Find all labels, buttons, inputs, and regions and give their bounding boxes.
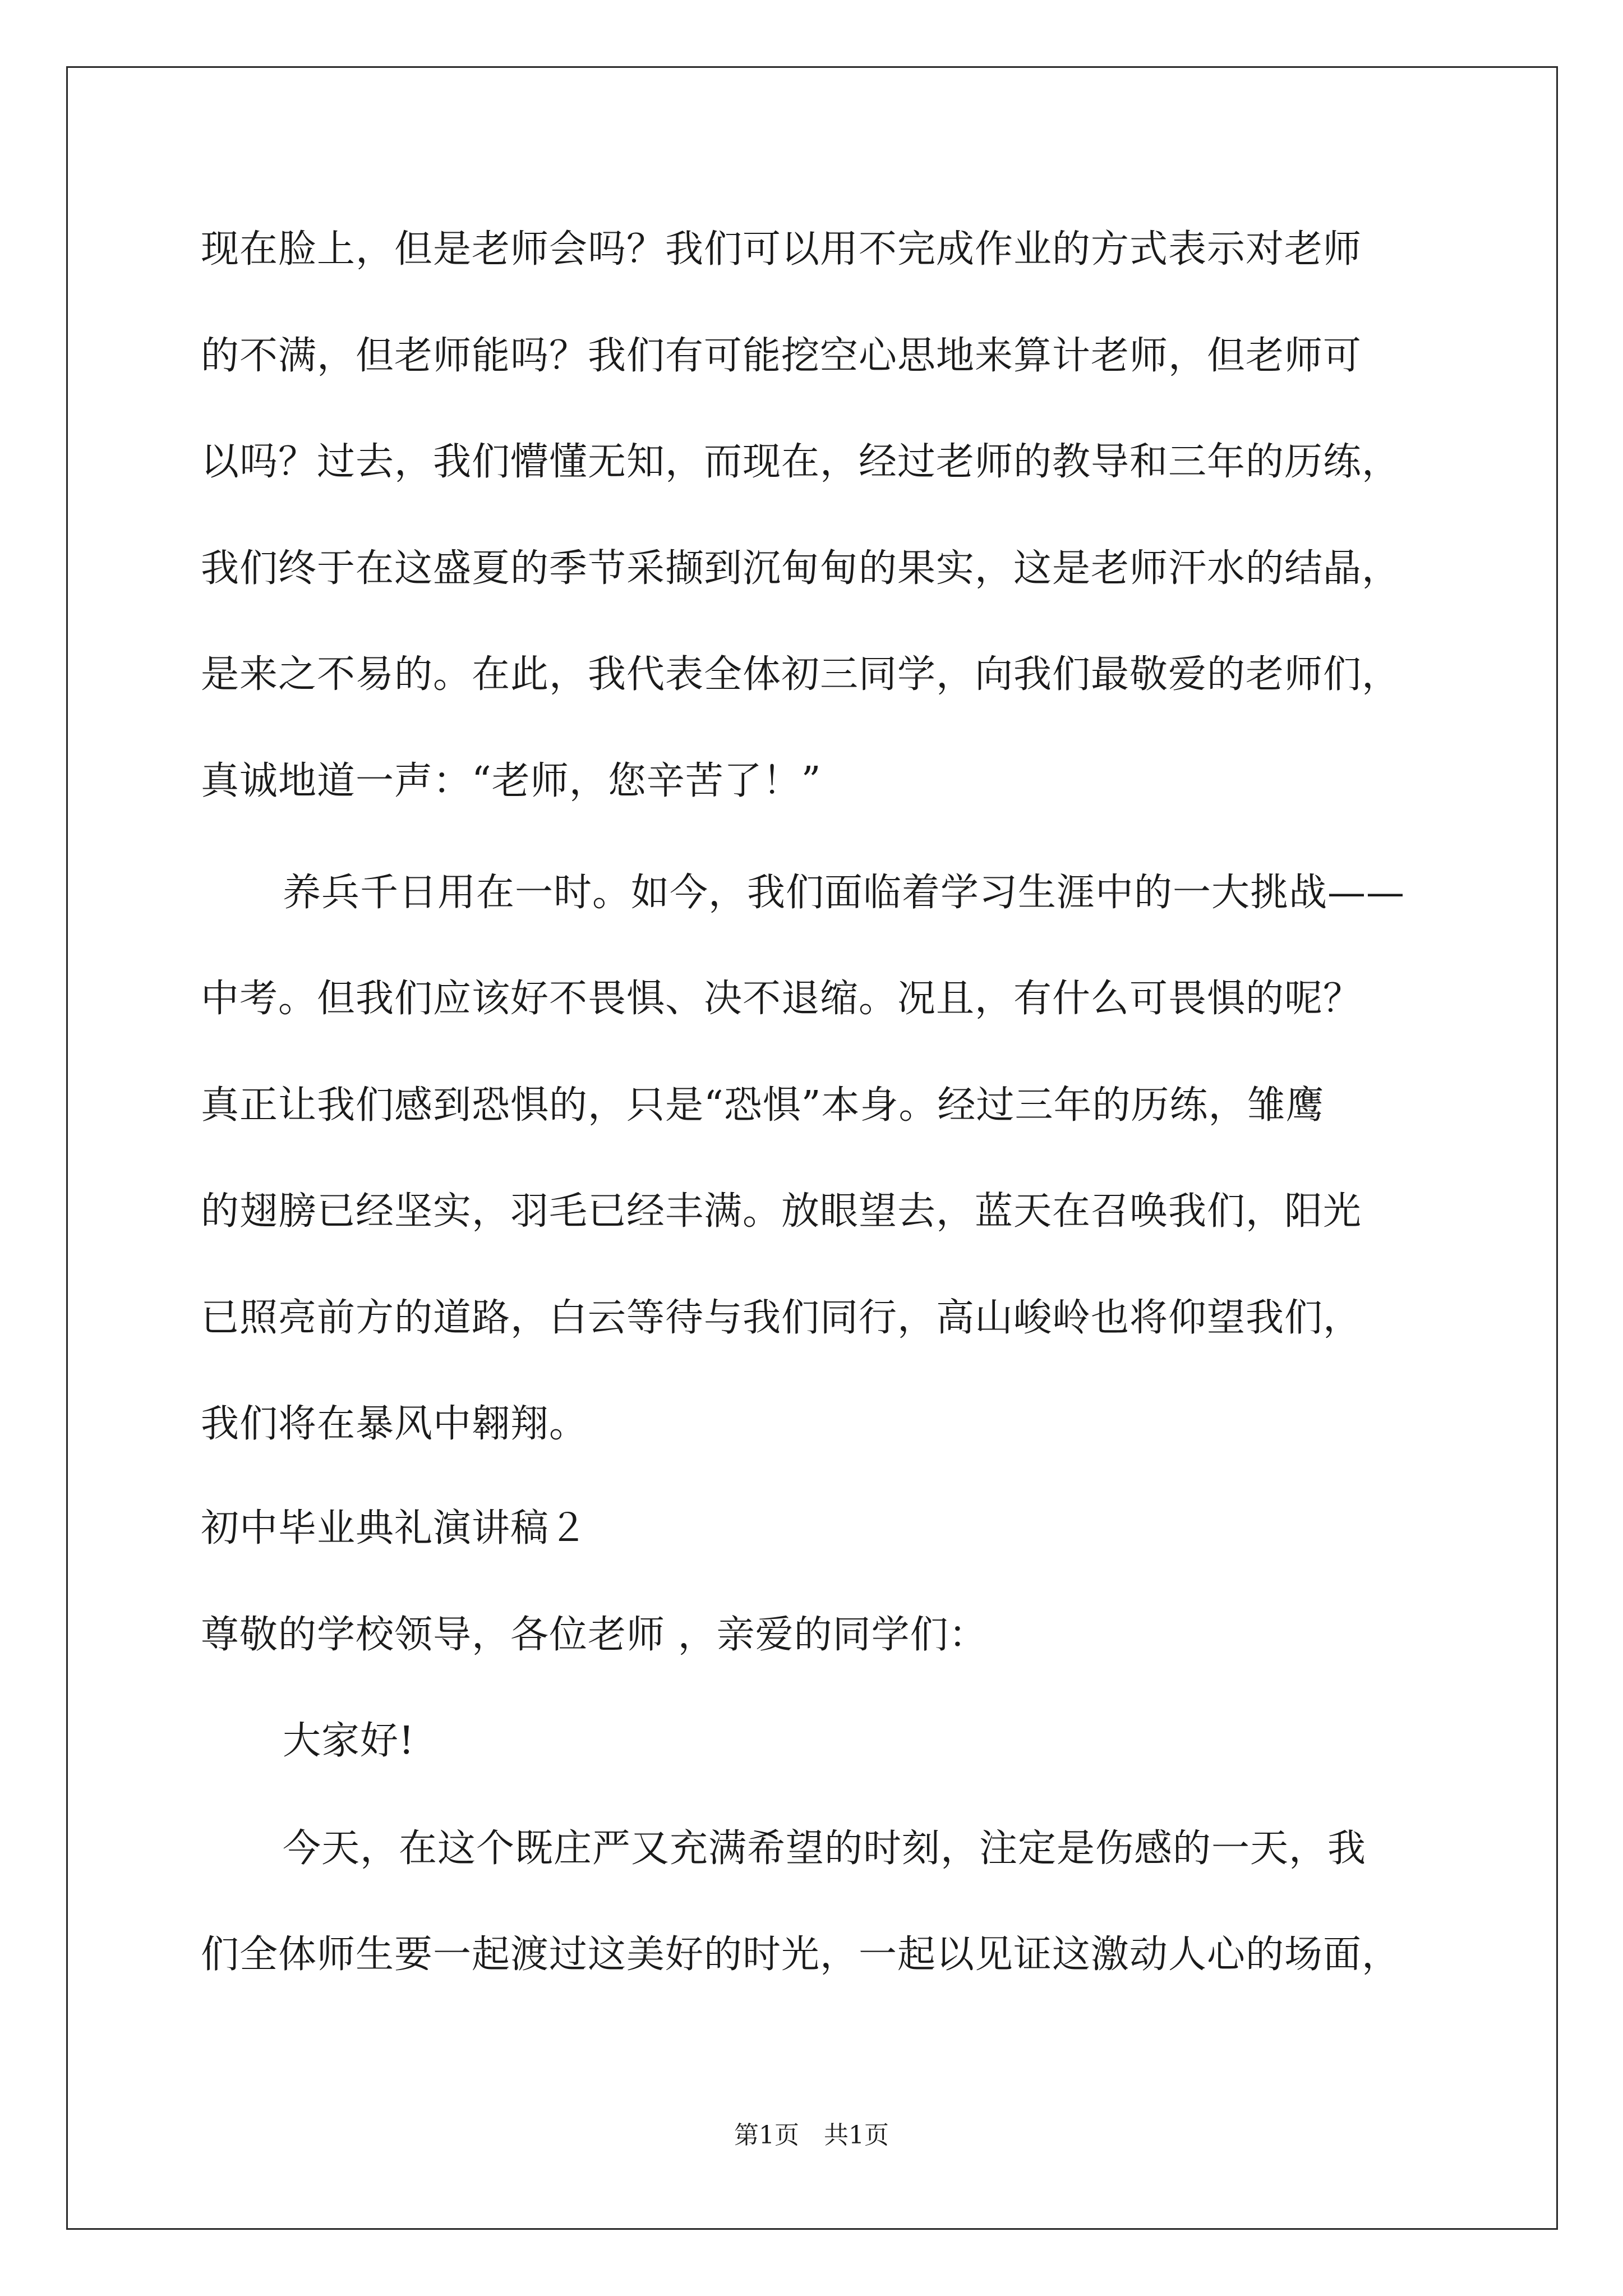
- body-line: 真正让我们感到恐惧的，只是“恐惧”本身。经过三年的历练，雏鹰: [201, 1083, 1325, 1128]
- body-line: 已照亮前方的道路，白云等待与我们同行，高山峻岭也将仰望我们，: [201, 1296, 1362, 1340]
- body-line: 中考。但我们应该好不畏惧、决不退缩。况且，有什么可畏惧的呢？: [201, 977, 1362, 1021]
- body-line: 是来之不易的。在此，我代表全体初三同学，向我们最敬爱的老师们，: [201, 652, 1401, 697]
- greeting: 大家好!: [283, 1719, 415, 1763]
- body-line: 今天，在这个既庄严又充满希望的时刻，注定是伤感的一天，我: [283, 1826, 1367, 1871]
- body-line: 以吗？过去，我们懵懂无知，而现在，经过老师的教导和三年的历练，: [201, 440, 1401, 484]
- body-line: 们全体师生要一起渡过这美好的时光，一起以见证这激动人心的场面，: [201, 1932, 1401, 1977]
- body-line: 真诚地道一声：“老师，您辛苦了！”: [201, 759, 822, 803]
- body-line: 的不满，但老师能吗？我们有可能挖空心思地来算计老师，但老师可: [201, 334, 1362, 378]
- body-line: 我们终于在这盛夏的季节采撷到沉甸甸的果实，这是老师汗水的结晶，: [201, 546, 1401, 591]
- body-line: 我们将在暴风中翱翔。: [201, 1402, 588, 1446]
- body-line: 的翅膀已经坚实，羽毛已经丰满。放眼望去，蓝天在召唤我们，阳光: [201, 1189, 1362, 1234]
- section-heading: 初中毕业典礼演讲稿２: [201, 1506, 588, 1550]
- body-line: 养兵千日用在一时。如今，我们面临着学习生涯中的一大挑战——: [283, 871, 1405, 915]
- page-border: [66, 66, 1558, 2230]
- salutation: 尊敬的学校领导，各位老师 ，亲爱的同学们：: [201, 1613, 988, 1657]
- body-line: 现在脸上，但是老师会吗？我们可以用不完成作业的方式表示对老师: [201, 227, 1362, 272]
- page-footer: 第1页 共1页: [734, 2121, 889, 2150]
